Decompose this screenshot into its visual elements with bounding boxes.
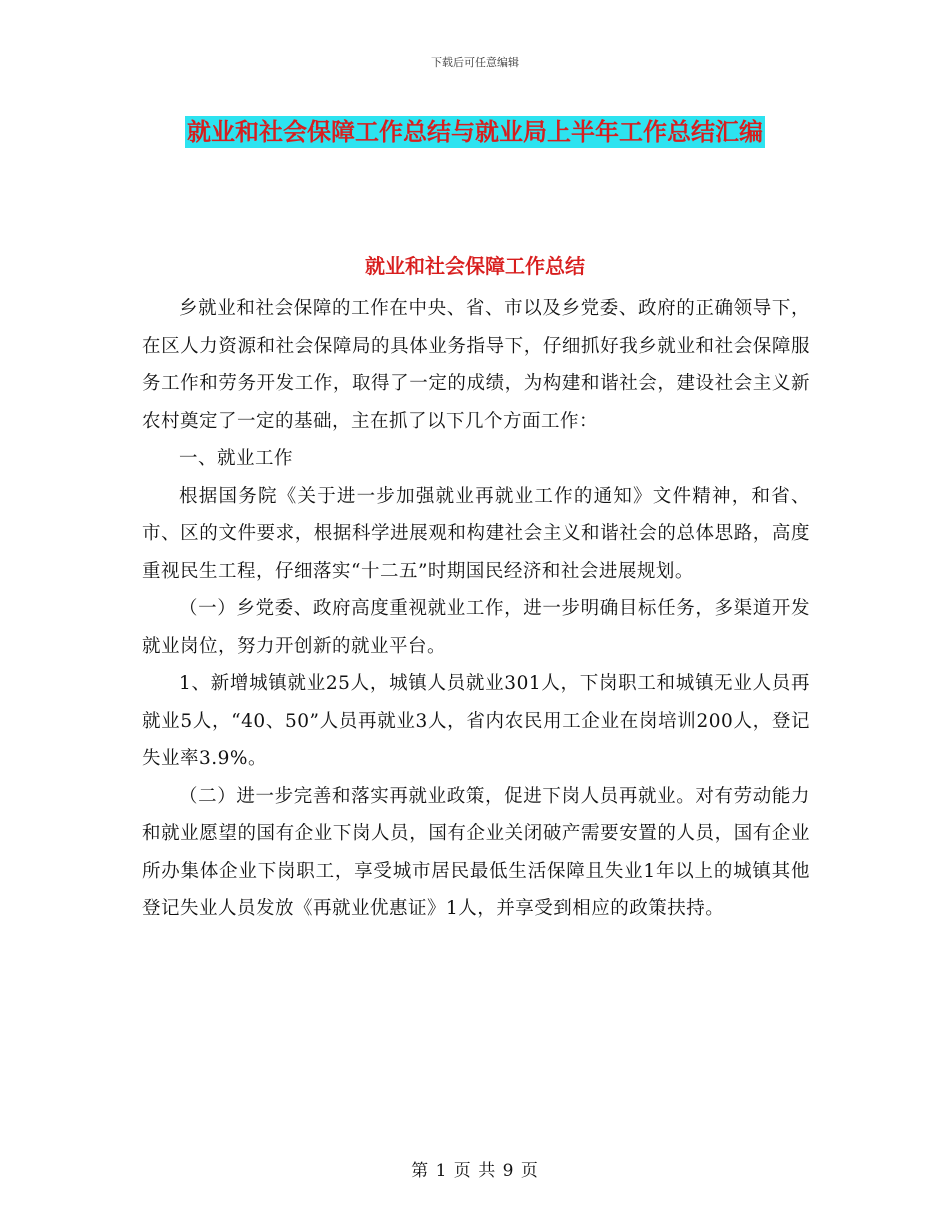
document-title-text: 就业和社会保障工作总结与就业局上半年工作总结汇编	[187, 118, 763, 146]
paragraph: 一、就业工作	[179, 448, 294, 469]
header-note: 下载后可任意编辑	[431, 56, 519, 69]
document-body	[142, 290, 810, 928]
paragraph: 乡就业和社会保障的工作在中央、省、市以及乡党委、政府的正确领导下，在区人力资源和社会保障局的具体业务指导下，仔细抓好我乡就业和社会保障服务工作和劳务开发工作，取得了一定的成绩，为构建和谐社会，建设社会主义新农村奠定了一定的基础，主在抓了以下几个方面工作：	[142, 298, 810, 432]
paragraph: （二）进一步完善和落实再就业政策，促进下岗人员再就业。对有劳动能力和就业愿望的国有企业下岗人员，国有企业关闭破产需要安置的人员，国有企业所办集体企业下岗职工，享受城市居民最低生活保障且失业1年以上的城镇其他登记失业人员发放《再就业优惠证》1人，并享受到相应的政策扶持。	[142, 785, 810, 919]
document-title	[140, 108, 810, 156]
paragraph: （一）乡党委、政府高度重视就业工作，进一步明确目标任务，多渠道开发就业岗位，努力开创新的就业平台。	[142, 598, 810, 657]
paragraph: 根据国务院《关于进一步加强就业再就业工作的通知》文件精神，和省、市、区的文件要求，根据科学进展观和构建社会主义和谐社会的总体思路，高度重视民生工程，仔细落实“十二五”时期国民经济和社会进展规划。	[142, 485, 810, 582]
paragraph: 1、新增城镇就业25人，城镇人员就业301人，下岗职工和城镇无业人员再就业5人，“40、50”人员再就业3人，省内农民用工企业在岗培训200人，登记失业率3.9%。	[142, 673, 810, 769]
section-title: 就业和社会保障工作总结	[365, 254, 585, 278]
page-number: 第 1 页 共 9 页	[411, 1161, 539, 1181]
